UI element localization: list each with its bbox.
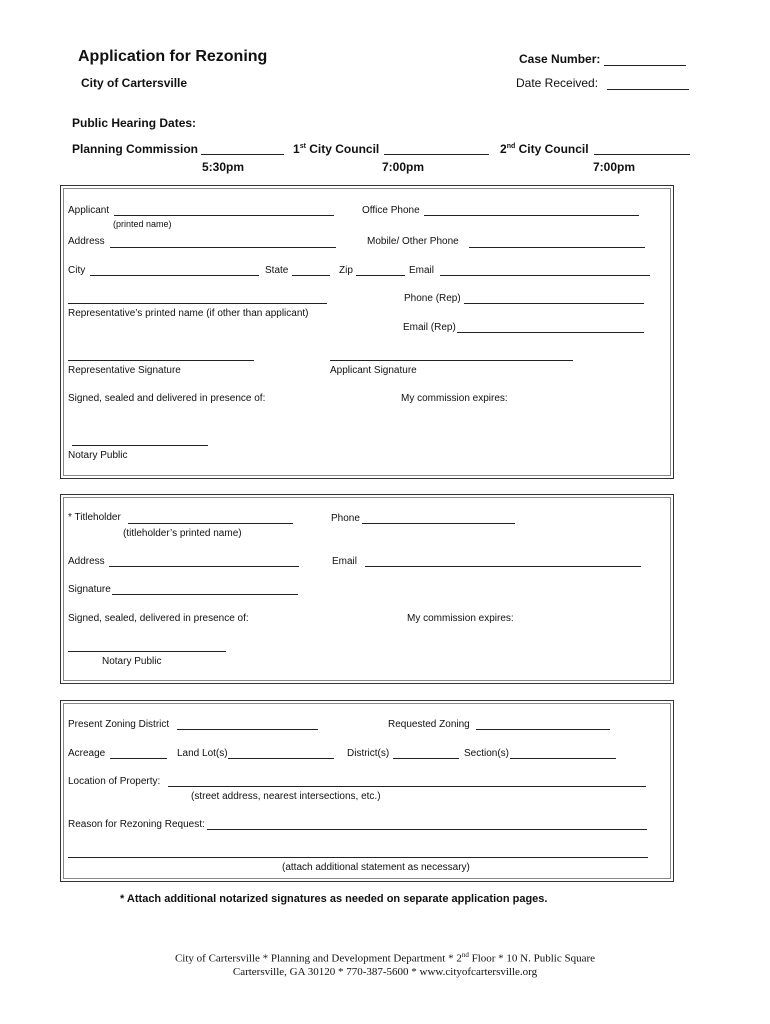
pc-time: 5:30pm	[202, 160, 245, 174]
location-hint: (street address, nearest intersections, etc.)	[191, 791, 381, 802]
applicant-label: Applicant	[68, 205, 110, 216]
commission-expires-label: My commission expires:	[401, 393, 508, 404]
land-lot-label: Land Lot(s)	[177, 748, 228, 759]
titleholder-address-field[interactable]	[109, 566, 299, 567]
date-received-label: Date Received:	[516, 76, 599, 90]
titleholder-commission-label: My commission expires:	[407, 613, 514, 624]
mobile-phone-label: Mobile/ Other Phone	[367, 236, 459, 247]
first-council-label: 1st City Council	[293, 142, 380, 156]
hearing-heading: Public Hearing Dates:	[72, 116, 197, 130]
first-council-date-field[interactable]	[384, 154, 489, 155]
titleholder-label: * Titleholder	[68, 512, 121, 523]
titleholder-signature-field[interactable]	[112, 594, 298, 595]
printed-name-hint: (printed name)	[113, 219, 172, 229]
present-zoning-label: Present Zoning District	[68, 719, 170, 730]
location-field[interactable]	[168, 786, 646, 787]
zip-field[interactable]	[356, 275, 405, 276]
titleholder-phone-field[interactable]	[362, 523, 515, 524]
land-lot-field[interactable]	[228, 758, 334, 759]
second-council-date-field[interactable]	[594, 154, 690, 155]
requested-zoning-label: Requested Zoning	[388, 719, 470, 730]
rep-signature-label: Representative Signature	[68, 365, 181, 376]
notary-signature-field[interactable]	[72, 445, 208, 446]
rep-signature-field[interactable]	[68, 360, 254, 361]
titleholder-printed-hint: (titleholder’s printed name)	[123, 528, 242, 539]
city-name: City of Cartersville	[81, 76, 188, 90]
titleholder-phone-label: Phone	[331, 513, 360, 524]
city-field[interactable]	[90, 275, 259, 276]
titleholder-name-field[interactable]	[128, 523, 293, 524]
address-label: Address	[68, 236, 105, 247]
case-number-field[interactable]	[604, 65, 686, 66]
email-rep-field[interactable]	[457, 332, 644, 333]
signed-sealed-label: Signed, sealed and delivered in presence of:	[68, 393, 266, 404]
footer-line-1: City of Cartersville * Planning and Development Department * 2nd Floor * 10 N. Public Square	[174, 951, 596, 965]
case-number-label: Case Number:	[519, 52, 601, 66]
mobile-phone-field[interactable]	[469, 247, 645, 248]
present-zoning-field[interactable]	[177, 729, 318, 730]
second-council-time: 7:00pm	[593, 160, 636, 174]
phone-rep-label: Phone (Rep)	[404, 293, 461, 304]
acreage-field[interactable]	[110, 758, 167, 759]
office-phone-field[interactable]	[424, 215, 639, 216]
titleholder-address-label: Address	[68, 556, 105, 567]
page-title: Application for Rezoning	[78, 48, 268, 65]
notary-public-label: Notary Public	[68, 450, 128, 461]
titleholder-signature-label: Signature	[68, 584, 111, 595]
rep-name-field[interactable]	[68, 303, 327, 304]
planning-commission-label: Planning Commission	[72, 142, 199, 156]
section-label: Section(s)	[464, 748, 510, 759]
reason-label: Reason for Rezoning Request:	[68, 819, 205, 830]
zip-label: Zip	[339, 265, 353, 276]
notice-text: * Attach additional notarized signatures as needed on separate application pages.	[120, 893, 548, 905]
section-field[interactable]	[510, 758, 616, 759]
city-label: City	[68, 265, 86, 276]
phone-rep-field[interactable]	[464, 303, 644, 304]
district-field[interactable]	[393, 758, 459, 759]
office-phone-label: Office Phone	[362, 205, 420, 216]
footer-line-2: Cartersville, GA 30120 * 770-387-5600 * www.cityofcartersville.org	[232, 966, 538, 978]
applicant-name-field[interactable]	[114, 215, 334, 216]
acreage-label: Acreage	[68, 748, 106, 759]
address-field[interactable]	[110, 247, 336, 248]
location-label: Location of Property:	[68, 776, 161, 787]
rep-printed-name-label: Representative’s printed name (if other than applicant)	[68, 308, 309, 319]
applicant-signature-label: Applicant Signature	[330, 365, 417, 376]
state-field[interactable]	[292, 275, 330, 276]
titleholder-signed-sealed-label: Signed, sealed, delivered in presence of:	[68, 613, 249, 624]
email-rep-label: Email (Rep)	[403, 322, 456, 333]
email-label: Email	[409, 265, 435, 276]
planning-commission-date-field[interactable]	[201, 154, 284, 155]
titleholder-email-field[interactable]	[365, 566, 641, 567]
titleholder-email-label: Email	[332, 556, 358, 567]
reason-field[interactable]	[207, 829, 647, 830]
date-received-field[interactable]	[607, 89, 689, 90]
second-council-label: 2nd City Council	[500, 142, 589, 156]
titleholder-notary-field[interactable]	[68, 651, 226, 652]
state-label: State	[265, 265, 289, 276]
requested-zoning-field[interactable]	[476, 729, 610, 730]
email-field[interactable]	[440, 275, 650, 276]
reason-field-line-2[interactable]	[68, 857, 648, 858]
titleholder-notary-label: Notary Public	[102, 656, 162, 667]
attach-hint: (attach additional statement as necessary)	[282, 862, 470, 873]
applicant-signature-field[interactable]	[330, 360, 573, 361]
district-label: District(s)	[347, 748, 390, 759]
first-council-time: 7:00pm	[382, 160, 425, 174]
